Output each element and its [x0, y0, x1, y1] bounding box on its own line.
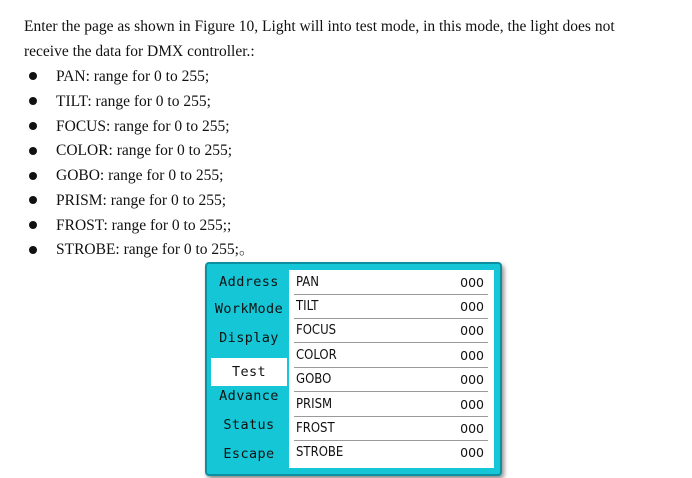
menu-item-escape: Escape [223, 446, 275, 462]
param-row-frost [294, 418, 488, 441]
bullet-icon [29, 172, 37, 180]
list-item [24, 188, 686, 213]
parameter-range-list [24, 64, 686, 262]
list-item-text: PRISM: range for 0 to 255; [56, 191, 227, 209]
list-item [24, 138, 686, 163]
param-name: TILT [296, 299, 319, 314]
bullet-icon [29, 221, 37, 229]
param-row-tilt [294, 296, 488, 319]
bullet-icon [29, 147, 37, 155]
list-item [24, 114, 686, 139]
param-value: 000 [460, 421, 484, 436]
menu-item-advance: Advance [219, 388, 279, 404]
param-value: 000 [460, 323, 484, 338]
param-row-prism [294, 394, 488, 417]
menu-item-display: Display [219, 330, 279, 346]
list-item [24, 238, 686, 263]
param-row-gobo [294, 369, 488, 392]
param-row-pan [294, 272, 488, 295]
list-item [24, 64, 686, 89]
menu-item-test-selected: Test [211, 358, 287, 386]
list-item [24, 89, 686, 114]
list-item-text: COLOR: range for 0 to 255; [56, 142, 233, 160]
param-name: PRISM [296, 397, 333, 412]
lcd-test-screen-figure [205, 262, 502, 476]
param-name: STROBE [296, 445, 344, 460]
list-item-text: TILT: range for 0 to 255; [56, 92, 211, 110]
param-row-strobe [294, 442, 488, 464]
param-name: FOCUS [296, 323, 337, 338]
param-value: 000 [460, 299, 484, 314]
list-item-text: FOCUS: range for 0 to 255; [56, 117, 230, 135]
param-value: 000 [460, 275, 484, 290]
list-item [24, 163, 686, 188]
param-value: 000 [460, 372, 484, 387]
list-item-text: STROBE: range for 0 to 255;。 [56, 241, 255, 259]
list-item-text: GOBO: range for 0 to 255; [56, 167, 224, 185]
param-name: COLOR [296, 348, 337, 363]
param-value: 000 [460, 445, 484, 460]
param-value: 000 [460, 397, 484, 412]
menu-item-workmode: WorkMode [214, 301, 284, 317]
intro-line-1: Enter the page as shown in Figure 10, Light will into test mode, in this mode, the light does not [24, 18, 615, 35]
intro-line-2: receive the data for DMX controller.: [24, 43, 255, 60]
param-row-color [294, 345, 488, 368]
param-row-focus [294, 320, 488, 343]
param-name: PAN [296, 275, 319, 290]
bullet-icon [29, 97, 37, 105]
list-item [24, 213, 686, 238]
param-value: 000 [460, 348, 484, 363]
bullet-icon [29, 196, 37, 204]
lcd-parameter-panel [289, 270, 494, 468]
bullet-icon [29, 122, 37, 130]
param-name: GOBO [296, 372, 332, 387]
list-item-text: FROST: range for 0 to 255;; [56, 216, 232, 234]
menu-item-status: Status [223, 417, 275, 433]
document-body [24, 14, 686, 262]
lcd-menu [211, 270, 287, 470]
bullet-icon [29, 72, 37, 80]
bullet-icon [29, 246, 37, 254]
param-name: FROST [296, 421, 335, 436]
list-item-text: PAN: range for 0 to 255; [56, 67, 210, 85]
menu-item-address: Address [219, 274, 279, 290]
